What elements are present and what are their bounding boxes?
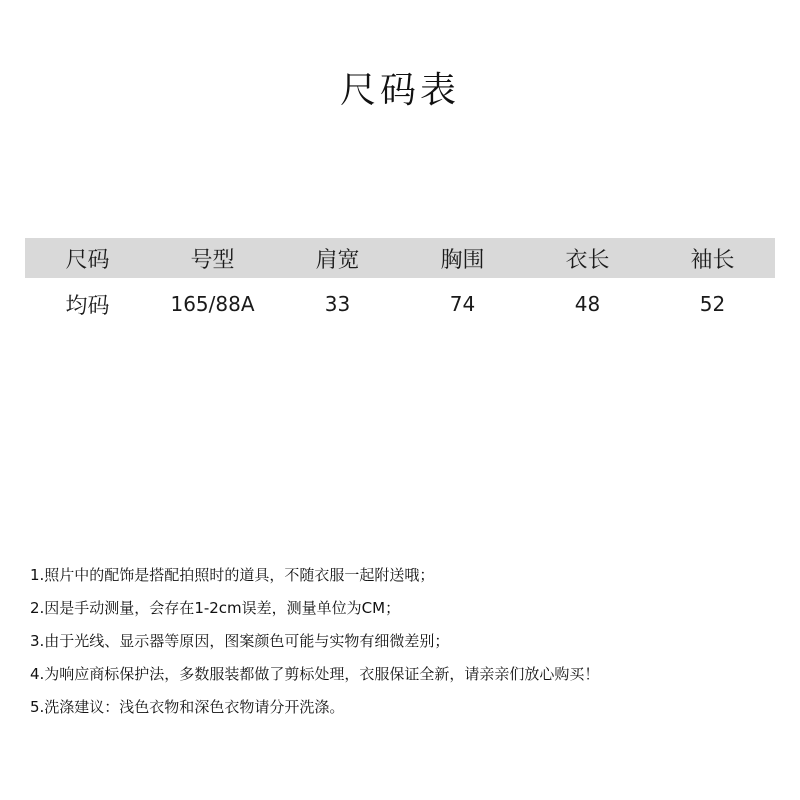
header-length: 衣长 xyxy=(565,247,610,273)
page-title: 尺码表 xyxy=(339,70,460,111)
notes-list xyxy=(30,566,780,731)
table-row xyxy=(25,278,775,330)
cell-model: 165/88A xyxy=(170,292,255,316)
cell-sleeve: 52 xyxy=(699,292,726,316)
cell-size: 均码 xyxy=(65,293,110,319)
size-table xyxy=(25,238,775,330)
note-item: 5.洗涤建议：浅色衣物和深色衣物请分开洗涤。 xyxy=(30,698,345,716)
cell-shoulder: 33 xyxy=(324,292,351,316)
note-item: 1.照片中的配饰是搭配拍照时的道具，不随衣服一起附送哦； xyxy=(30,566,435,584)
header-shoulder: 肩宽 xyxy=(315,247,360,273)
header-sleeve: 袖长 xyxy=(690,247,735,273)
header-chest: 胸围 xyxy=(440,247,485,273)
note-item: 3.由于光线、显示器等原因，图案颜色可能与实物有细微差别； xyxy=(30,632,450,650)
header-size: 尺码 xyxy=(65,247,110,273)
note-item: 4.为响应商标保护法，多数服装都做了剪标处理，衣服保证全新，请亲亲们放心购买！ xyxy=(30,665,600,683)
cell-chest: 74 xyxy=(449,292,476,316)
note-item: 2.因是手动测量，会存在1-2cm误差，测量单位为CM； xyxy=(30,599,401,617)
cell-length: 48 xyxy=(574,292,601,316)
header-model: 号型 xyxy=(190,247,235,273)
table-header-row xyxy=(25,238,775,278)
